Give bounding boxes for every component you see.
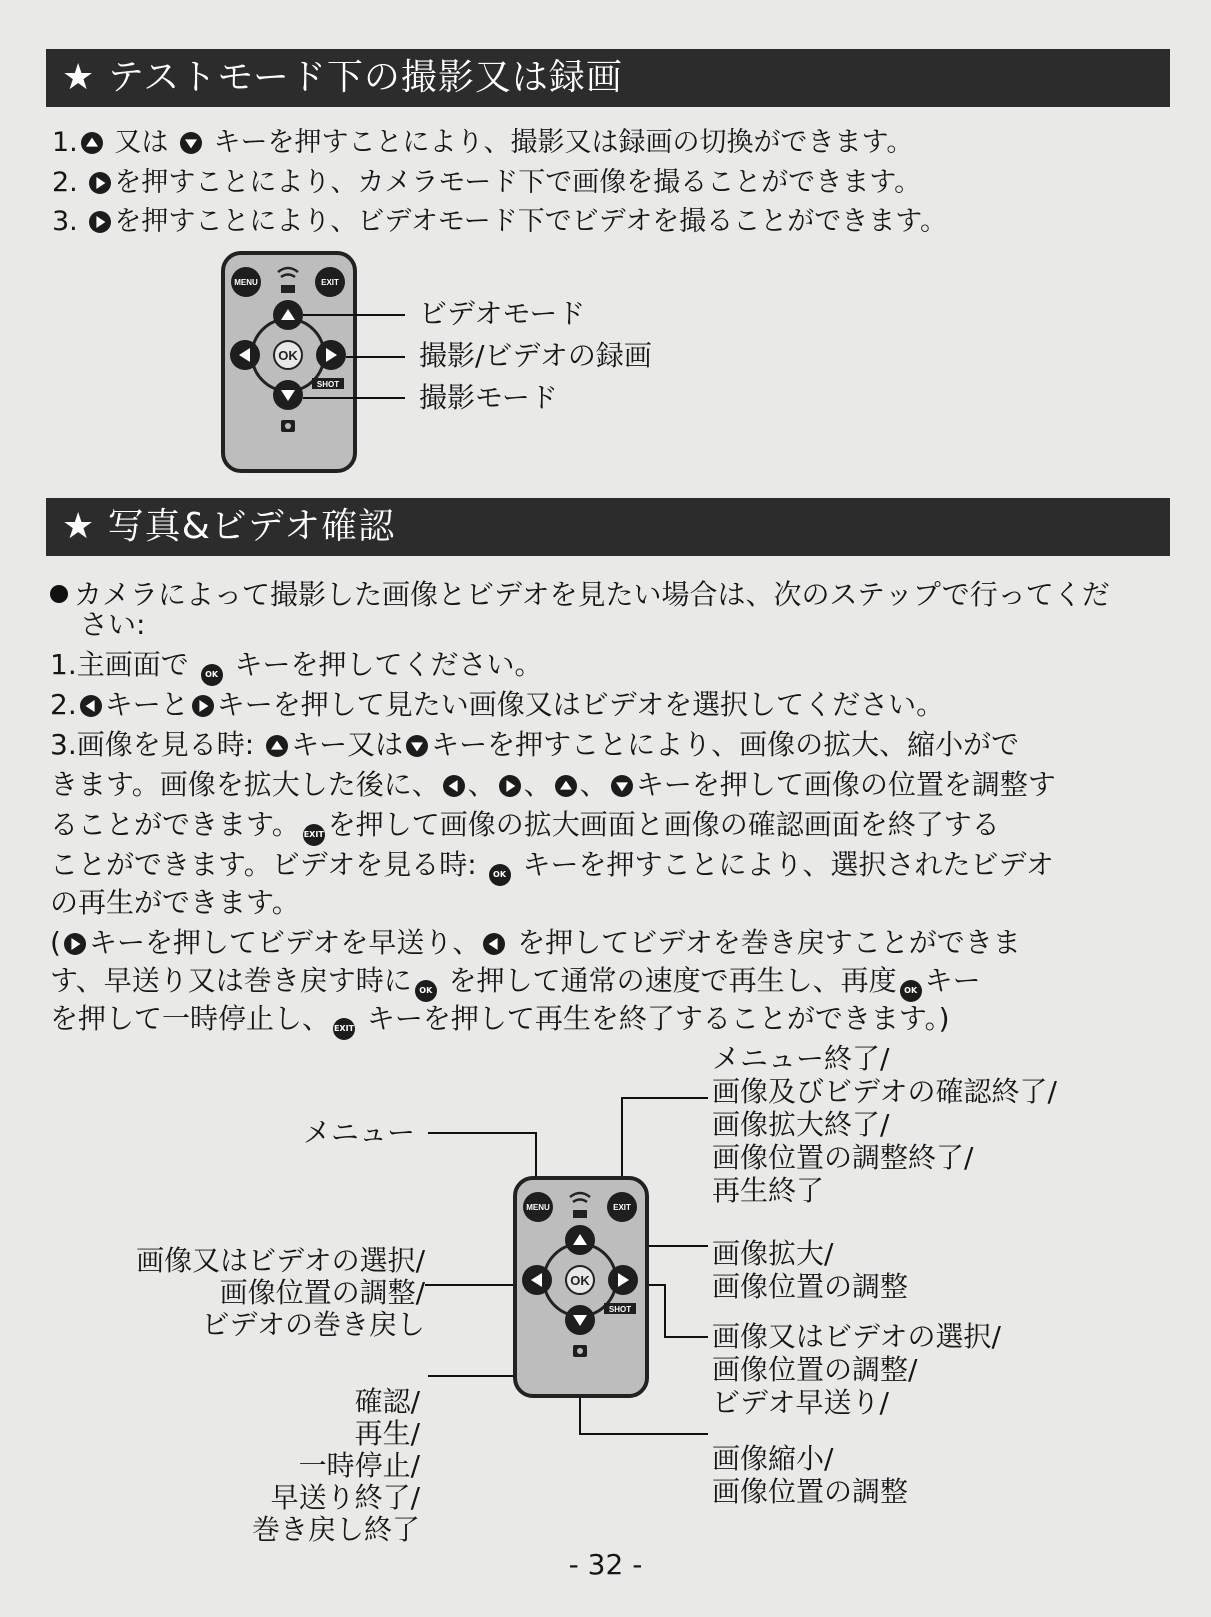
down-arrow-icon xyxy=(406,735,428,757)
label-ok-1: 確認/ xyxy=(354,1385,420,1418)
svg-text:EXIT: EXIT xyxy=(321,278,339,287)
label-ok-2: 再生/ xyxy=(354,1417,420,1450)
bullet-icon xyxy=(50,585,68,603)
exit-icon: EXIT xyxy=(303,824,325,846)
step-s1: 1.主画面で OK キーを押してください。 xyxy=(50,648,543,686)
ok-icon: OK xyxy=(489,864,511,886)
right-arrow-icon xyxy=(499,775,521,797)
svg-text:SHOT: SHOT xyxy=(316,380,340,389)
right-arrow-icon xyxy=(64,933,86,955)
paren-line-1: ( キーを押してビデオを早送り、 を押してビデオを巻き戻すことができま xyxy=(50,926,1021,959)
left-arrow-icon xyxy=(80,695,102,717)
exit-icon: EXIT xyxy=(333,1018,355,1040)
paren-line-3: を押して一時停止し、 EXIT キーを押して再生を終了することができます。) xyxy=(50,1002,950,1040)
step-s3-line2: きます。画像を拡大した後に、 、 、 、 キーを押して画像の位置を調整す xyxy=(50,768,1056,801)
svg-text:SHOT: SHOT xyxy=(608,1305,632,1314)
ok-icon: OK xyxy=(415,980,437,1002)
step-s3-line5: の再生ができます。 xyxy=(50,886,300,919)
svg-text:OK: OK xyxy=(570,1273,590,1288)
step-s3-line4: ことができます。ビデオを見る時: OK キーを押すことにより、選択されたビデオ xyxy=(50,848,1054,886)
section2-title: ★ 写真&ビデオ確認 xyxy=(46,498,1170,556)
up-arrow-icon xyxy=(555,775,577,797)
up-arrow-icon xyxy=(266,735,288,757)
section1-title: ★ テストモード下の撮影又は録画 xyxy=(46,49,1170,107)
left-arrow-icon xyxy=(483,933,505,955)
label-right-1: 画像又はビデオの選択/ xyxy=(712,1320,1001,1353)
step3-text: 3. を押すことにより、ビデオモード下でビデオを撮ることができます。 xyxy=(52,206,948,237)
label-down-1: 画像縮小/ xyxy=(712,1442,834,1475)
label-right-2: 画像位置の調整/ xyxy=(712,1353,918,1386)
bullet-line-2: さい: xyxy=(80,608,146,641)
label-exit-3: 画像拡大終了/ xyxy=(712,1108,890,1141)
label-left-3: ビデオの巻き戻し xyxy=(201,1308,425,1341)
label-exit-4: 画像位置の調整終了/ xyxy=(712,1141,974,1174)
left-arrow-icon xyxy=(443,775,465,797)
label-photo-mode: 撮影モード xyxy=(419,381,558,414)
right-arrow-icon xyxy=(192,695,214,717)
camcorder-icon xyxy=(573,1210,587,1218)
label-up-2: 画像位置の調整 xyxy=(712,1270,909,1303)
step1-text: 1. 又は キーを押すことにより、撮影又は録画の切換ができます。 xyxy=(52,127,914,158)
svg-text:EXIT: EXIT xyxy=(613,1203,631,1212)
label-exit-2: 画像及びビデオの確認終了/ xyxy=(712,1075,1057,1108)
down-arrow-icon xyxy=(611,775,633,797)
ok-icon: OK xyxy=(900,980,922,1002)
remote-control-diagram-2 xyxy=(512,1175,652,1405)
label-left-2: 画像位置の調整/ xyxy=(219,1276,425,1309)
label-ok-3: 一時停止/ xyxy=(298,1449,420,1482)
bullet-line-1: カメラによって撮影した画像とビデオを見たい場合は、次のステップで行ってくだ xyxy=(50,578,1110,612)
label-shoot-record: 撮影/ビデオの録画 xyxy=(419,339,652,372)
label-left-1: 画像又はビデオの選択/ xyxy=(136,1244,425,1277)
ok-icon: OK xyxy=(201,664,223,686)
paren-line-2: す、早送り又は巻き戻す時に OK を押して通常の速度で再生し、再度 OK キー xyxy=(50,964,981,1002)
step-s3-line3: ることができます。 EXIT を押して画像の拡大画面と画像の確認画面を終了する xyxy=(50,808,1000,846)
step-s2: 2. キーと キーを押して見たい画像又はビデオを選択してください。 xyxy=(50,688,945,721)
step2-text: 2. を押すことにより、カメラモード下で画像を撮ることができます。 xyxy=(52,167,922,198)
label-menu: メニュー xyxy=(303,1116,416,1149)
svg-text:MENU: MENU xyxy=(526,1203,550,1212)
label-down-2: 画像位置の調整 xyxy=(712,1475,909,1508)
step-s3-line1: 3.画像を見る時: キー又は キーを押すことにより、画像の拡大、縮小がで xyxy=(50,728,1020,761)
label-right-3: ビデオ早送り/ xyxy=(712,1386,889,1419)
svg-text:OK: OK xyxy=(278,348,298,363)
label-ok-4: 早送り終了/ xyxy=(270,1481,420,1514)
label-ok-5: 巻き戻し終了 xyxy=(251,1513,420,1546)
svg-text:MENU: MENU xyxy=(234,278,258,287)
label-video-mode: ビデオモード xyxy=(419,297,586,330)
label-exit-5: 再生終了 xyxy=(712,1174,825,1207)
label-up-1: 画像拡大/ xyxy=(712,1237,834,1270)
label-exit-1: メニュー終了/ xyxy=(712,1042,890,1075)
page-number: - 32 - xyxy=(568,1548,643,1581)
